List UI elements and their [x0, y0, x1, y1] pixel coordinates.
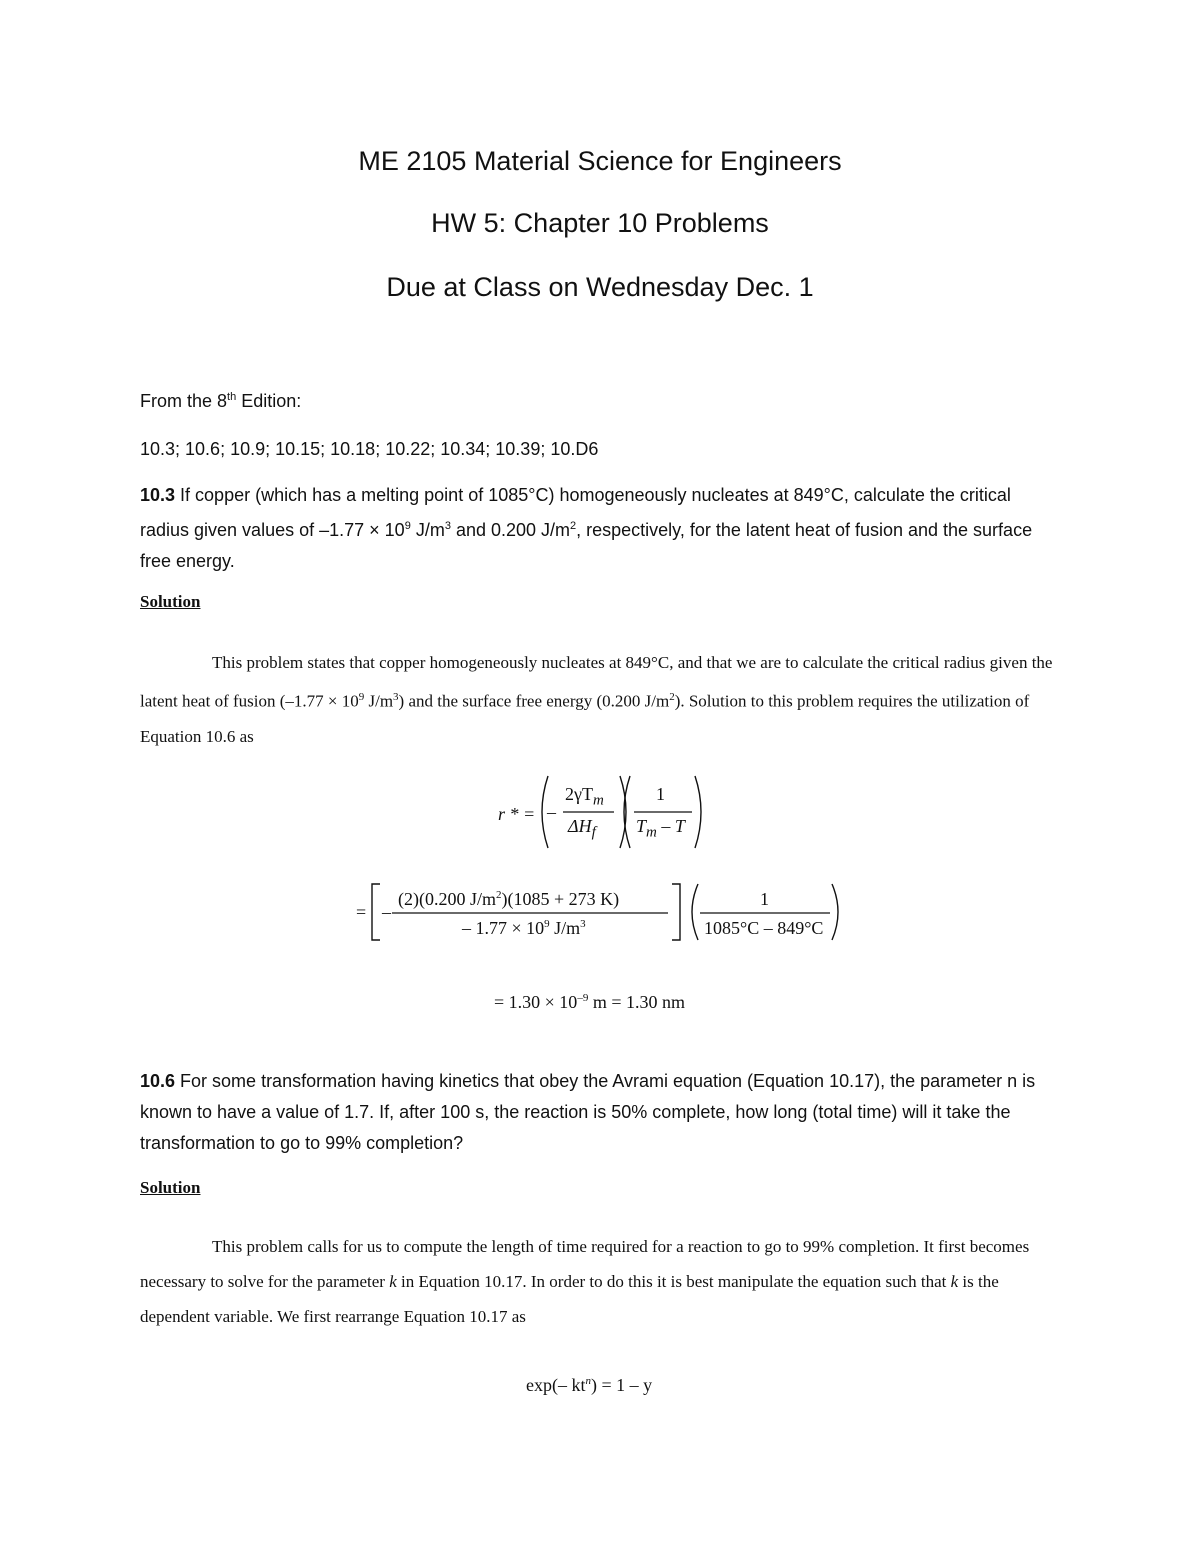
equation-2-denominator-2: 1085°C – 849°C [704, 918, 824, 938]
equation-numerator-2: 1 [656, 784, 665, 804]
edition-line: From the 8th Edition: [140, 391, 302, 411]
solution-10-3-text: This problem states that copper homogeneously nucleates at 849°C, and that we are to calculate the critical radius given the latent heat of fusion ($-1.77 \times 10^9$ $J/m^3$) and the surface free energy (0.200 $J/m^2$). Solution to this problem requires the utilization of Equation 10.6 as [140, 653, 1053, 746]
avrami-equation: exp(– $kt^n) = 1 - y$ [526, 1375, 653, 1395]
solution-heading: Solution [140, 1178, 201, 1197]
equation-2-denominator: – $1.77 \times 10^9$ $J/m^3$ [462, 918, 586, 938]
equation-2-equals: = [356, 902, 367, 922]
solution-10-6-text: This problem calls for us to compute the length of time required for a reaction to go to 99% completion. It first becomes necessary to solve for the parameter k in Equation 10.17. In order to do this it is best manipulate the equation such that k is the dependent variable. We first rearrange Equation 10.17 as [140, 1237, 1030, 1326]
due-date: Due at Class on Wednesday Dec. 1 [386, 272, 814, 302]
problem-list: 10.3; 10.6; 10.9; 10.15; 10.18; 10.22; 10.34; 10.39; 10.D6 [140, 439, 599, 459]
equation-2-numerator: (2)(0.200 $J/m^2)(1085 + 273$ K) [398, 889, 620, 909]
equation-denominator: $\Delta H_f$ [568, 816, 596, 841]
equation-numerator: $2\gamma T_m$ [565, 784, 604, 809]
problem-10-6-statement: 10.6 For some transformation having kinetics that obey the Avrami equation (Equation 10.17), the parameter n is known to have a value of 1.7. If, after 100 s, the reaction is 50% complete, how long (total time) will it take the transformation to go to 99% completion? [140, 1071, 1036, 1153]
equation-2-numerator-2: 1 [760, 889, 769, 909]
solution-heading: Solution [140, 592, 201, 611]
course-title: ME 2105 Material Science for Engineers [358, 146, 842, 176]
equation-2-minus: – [382, 902, 391, 922]
equation-minus: – [547, 802, 556, 822]
equation-3-result: = $1.30 \times 10^{-9}$ m = 1.30 nm [494, 992, 685, 1012]
homework-title: HW 5: Chapter 10 Problems [431, 208, 769, 238]
equation-denominator-2: $T_m$ – T [636, 816, 685, 841]
problem-10-3-statement: 10.3 If copper (which has a melting point of 1085°C) homogeneously nucleates at 849°C, calculate the critical radius given values of $-1.77 \times 10^9$ $J/m^3$ and 0.200 $J/m^2$, respectively, for the latent heat of fusion and the surface free energy. [140, 485, 1033, 571]
problem-number: 10.6 [140, 1071, 176, 1091]
equation-10-6-lhs: r * = [498, 804, 536, 824]
problem-number: 10.3 [140, 485, 176, 505]
